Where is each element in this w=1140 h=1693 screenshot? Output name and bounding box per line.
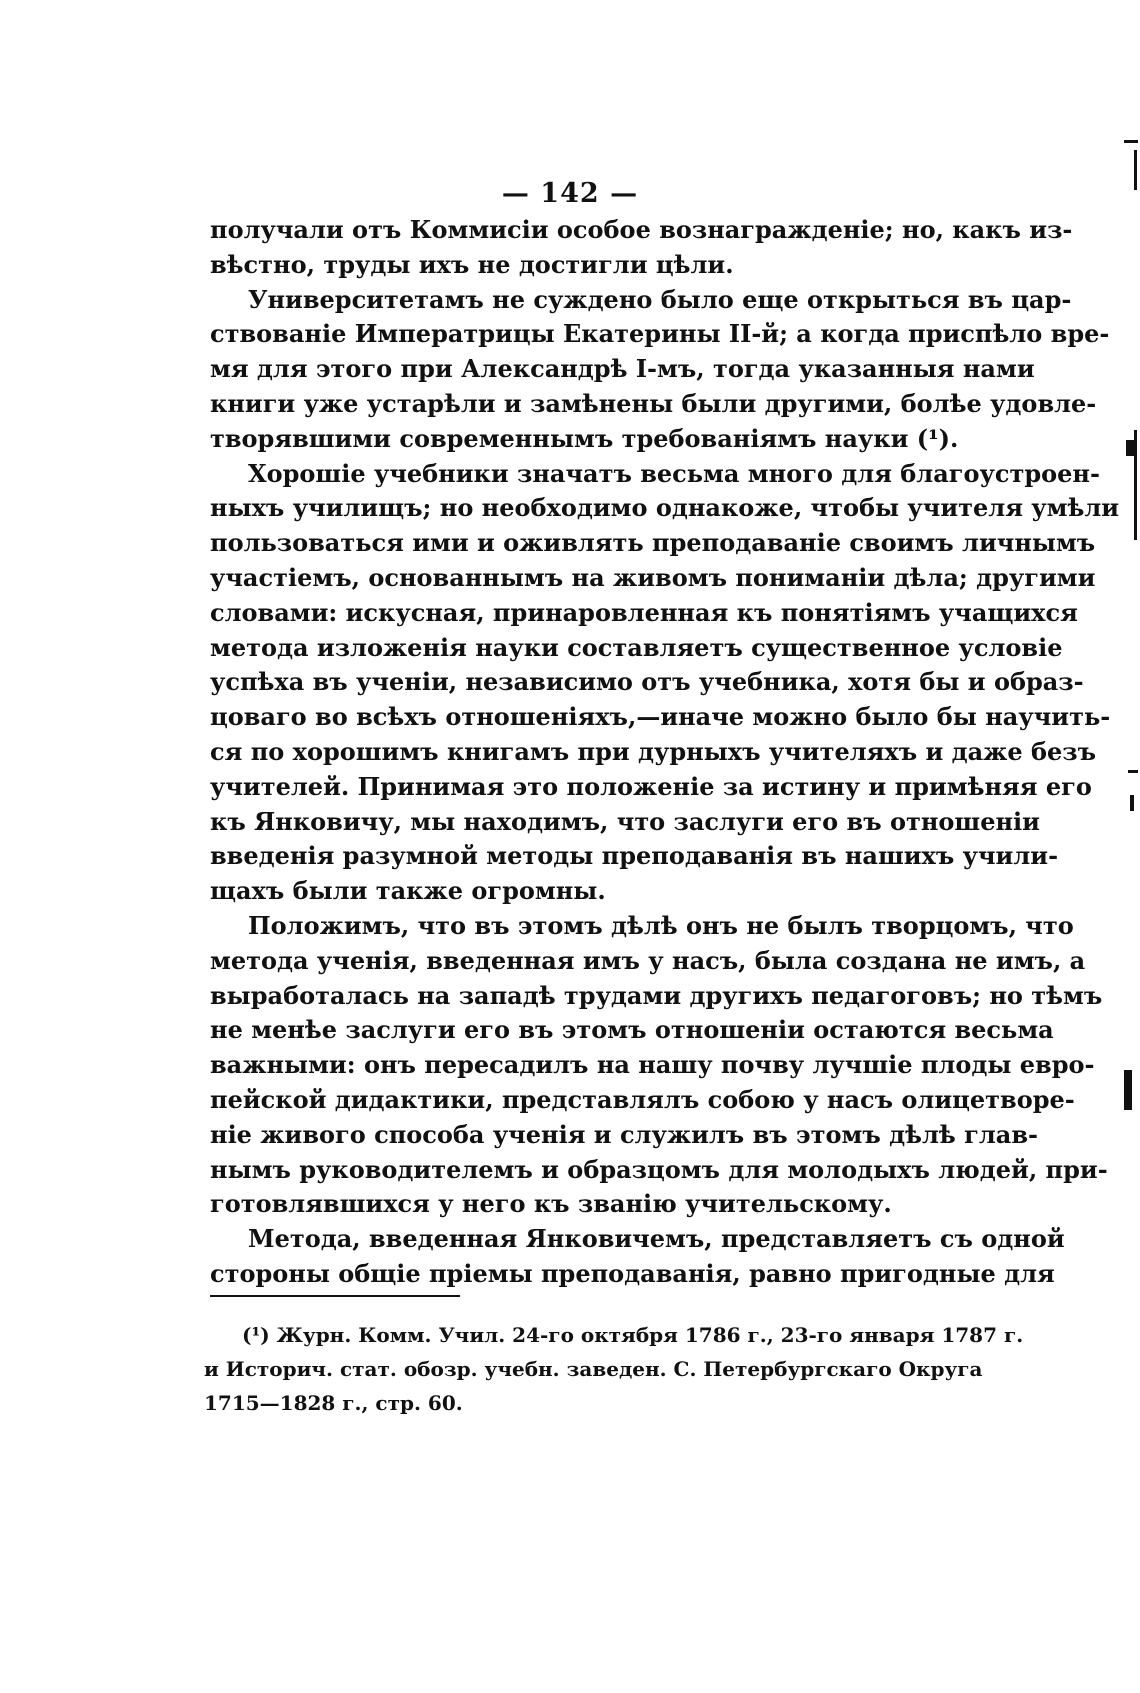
scan-edge-mark <box>1124 1070 1132 1110</box>
page-number: — 142 — <box>501 178 639 209</box>
text-line: Положимъ, что въ этомъ дѣлѣ онъ не былъ творцомъ, что <box>248 910 1074 940</box>
text-line: готовлявшихся у него къ званію учительскому. <box>210 1189 892 1219</box>
text-line: нымъ руководителемъ и образцомъ для молодыхъ людей, при- <box>210 1154 1108 1184</box>
body-text <box>210 213 1120 1292</box>
footnote-line: 1715—1828 г., стр. 60. <box>204 1391 463 1415</box>
text-line: стороны общіе пріемы преподаванія, равно пригодные для <box>210 1258 1055 1288</box>
text-line: къ Янковичу, мы находимъ, что заслуги его въ отношеніи <box>210 806 1040 836</box>
scan-edge-mark <box>1134 150 1137 190</box>
text-line: ніе живого способа ученія и служилъ въ этомъ дѣлѣ глав- <box>210 1119 1038 1149</box>
scan-edge-mark <box>1124 140 1138 143</box>
text-line: получали отъ Коммисіи особое вознагражденіе; но, какъ из- <box>210 215 1073 244</box>
text-line: метода ученія, введенная имъ у насъ, была создана не имъ, а <box>210 945 1086 975</box>
text-line: выработалась на западѣ трудами другихъ педагоговъ; но тѣмъ <box>210 980 1103 1010</box>
text-line: метода изложенія науки составляетъ существенное условіе <box>210 632 1063 662</box>
text-line: словами: искусная, принаровленная къ понятіямъ учащихся <box>210 597 1078 627</box>
text-line: Университетамъ не суждено было еще открыться въ цар- <box>248 284 1072 314</box>
text-line: важными: онъ пересадилъ на нашу почву лучшіе плоды евро- <box>210 1050 1095 1080</box>
text-line: успѣха въ ученіи, независимо отъ учебника, хотя бы и образ- <box>210 667 1084 697</box>
text-line: ныхъ училищъ; но необходимо однакоже, чтобы учителя умѣли <box>210 493 1120 523</box>
footnote-line: и Историч. стат. обозр. учебн. заведен. С. Петербургскаго Округа <box>204 1357 983 1381</box>
text-line: пользоваться ими и оживлять преподаваніе своимъ личнымъ <box>210 528 1096 558</box>
text-line: щахъ были также огромны. <box>210 876 606 906</box>
scan-edge-mark <box>1134 430 1137 540</box>
text-line: пейской дидактики, представлялъ собою у насъ олицетворе- <box>210 1084 1075 1114</box>
text-line: введенія разумной методы преподаванія въ нашихъ учили- <box>210 841 1059 871</box>
footnote-divider <box>210 1295 460 1297</box>
scan-edge-mark <box>1130 795 1134 811</box>
text-line: участіемъ, основаннымъ на живомъ пониманіи дѣла; другими <box>210 562 1096 592</box>
text-line: творявшими современнымъ требованіямъ науки (¹). <box>210 423 959 453</box>
footnote-line: (¹) Журн. Комм. Учил. 24-го октября 1786 г., 23-го января 1787 г. <box>242 1323 1024 1347</box>
text-line: Хорошіе учебники значатъ весьма много для благоустроен- <box>248 458 1100 488</box>
text-line: ствованіе Императрицы Екатерины II-й; а когда приспѣло вре- <box>210 319 1110 349</box>
text-line: Метода, введенная Янковичемъ, представляетъ съ одной <box>248 1224 1065 1254</box>
text-line: вѣстно, труды ихъ не достигли цѣли. <box>210 249 734 279</box>
text-line: книги уже устарѣли и замѣнены были другими, болѣе удовле- <box>210 388 1097 418</box>
text-line: мя для этого при Александрѣ I-мъ, тогда указанныя нами <box>210 354 1035 384</box>
text-line: не менѣе заслуги его въ этомъ отношеніи остаются весьма <box>210 1015 1054 1045</box>
footnote <box>204 1318 1024 1420</box>
text-line: цоваго во всѣхъ отношеніяхъ,—иначе можно было бы научить- <box>210 702 1111 732</box>
text-line: ся по хорошимъ книгамъ при дурныхъ учителяхъ и даже безъ <box>210 736 1097 766</box>
scan-edge-mark <box>1128 770 1138 773</box>
text-line: учителей. Принимая это положеніе за истину и примѣняя его <box>210 771 1092 801</box>
